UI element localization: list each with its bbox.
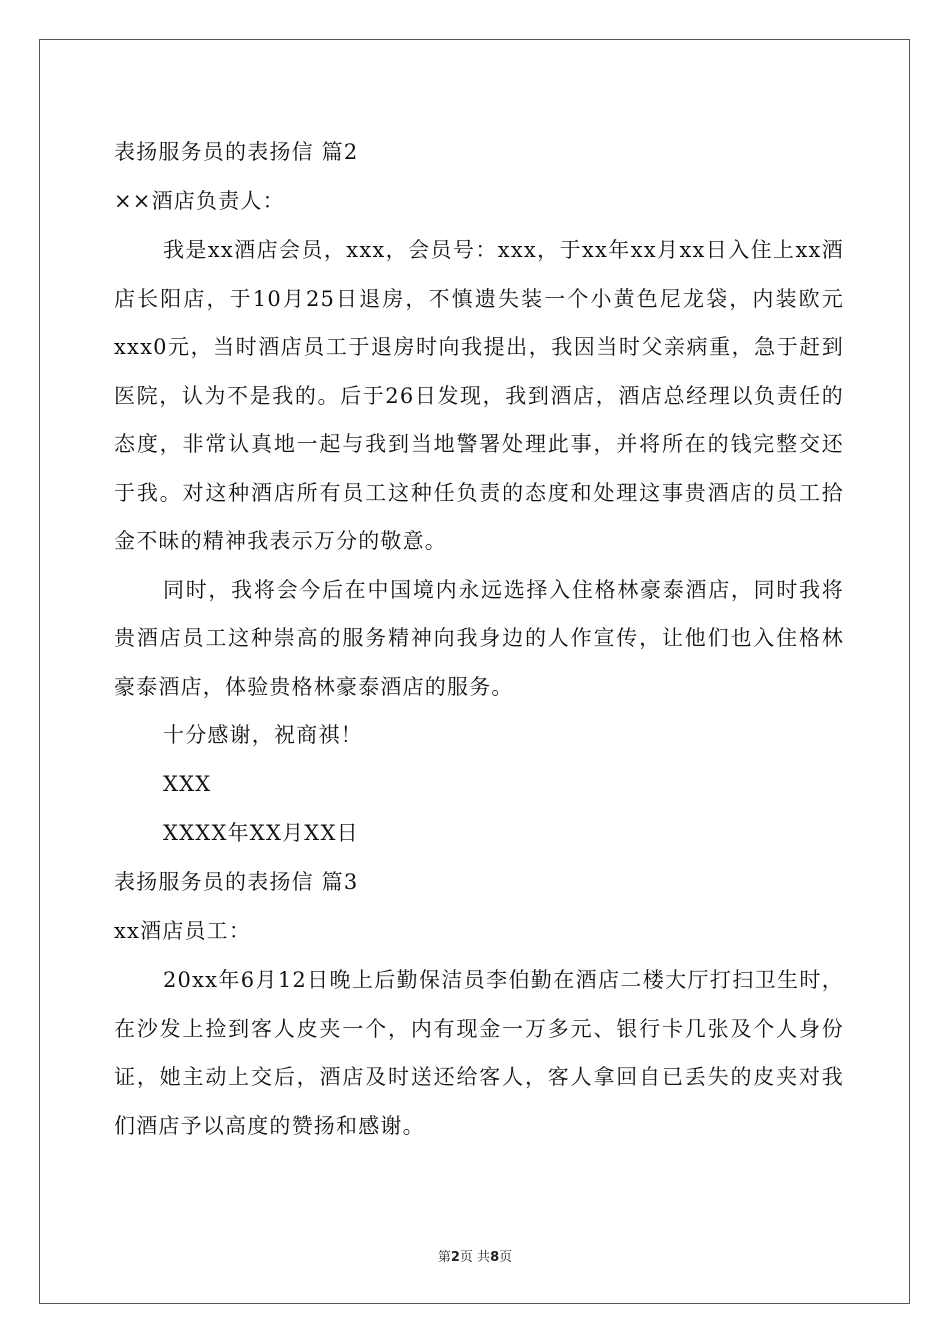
letter2-paragraph-2: 同时，我将会今后在中国境内永远选择入住格林豪泰酒店，同时我将贵酒店员工这种崇高的服务精神向我身边的人作宣传，让他们也入住格林豪泰酒店，体验贵格林豪泰酒店的服务。	[114, 577, 844, 699]
document-body	[114, 128, 844, 1150]
footer-suffix: 页	[499, 1250, 513, 1265]
letter2-paragraph-1: 我是xx酒店会员，xxx，会员号：xxx，于xx年xx月xx日入住上xx酒店长阳店，于10月25日退房，不慎遗失装一个小黄色尼龙袋，内装欧元xxx0元，当时酒店员工于退房时向我提出，我因当时父亲病重，急于赶到医院，认为不是我的。后于26日发现，我到酒店，酒店总经理以负责任的态度，非常认真地一起与我到当地警署处理此事，并将所在的钱完整交还于我。对这种酒店所有员工这种任负责的态度和处理这事贵酒店的员工拾金不昧的精神我表示万分的敬意。	[114, 238, 844, 553]
letter3-heading: 表扬服务员的表扬信 篇3	[114, 870, 359, 894]
letter2-date: XXXX年XX月XX日	[163, 821, 359, 845]
letter2-closing: 十分感谢，祝商祺！	[163, 723, 363, 747]
letter2-signature: XXX	[163, 772, 212, 796]
letter3-paragraph-1: 20xx年6月12日晚上后勤保洁员李伯勤在酒店二楼大厅打扫卫生时，在沙发上捡到客人皮夹一个，内有现金一万多元、银行卡几张及个人身份证，她主动上交后，酒店及时送还给客人，客人拿回自已丢失的皮夹对我们酒店予以高度的赞扬和感谢。	[114, 968, 844, 1138]
footer-middle: 页 共	[459, 1250, 491, 1265]
letter2-heading: 表扬服务员的表扬信 篇2	[114, 140, 359, 164]
letter2-salutation: ××酒店负责人：	[114, 189, 285, 213]
footer-total-pages: 8	[490, 1250, 500, 1265]
footer-page-number: 2	[450, 1250, 460, 1265]
letter3-salutation: xx酒店员工：	[114, 919, 252, 943]
page-footer	[0, 1246, 950, 1265]
footer-prefix: 第	[437, 1250, 451, 1265]
